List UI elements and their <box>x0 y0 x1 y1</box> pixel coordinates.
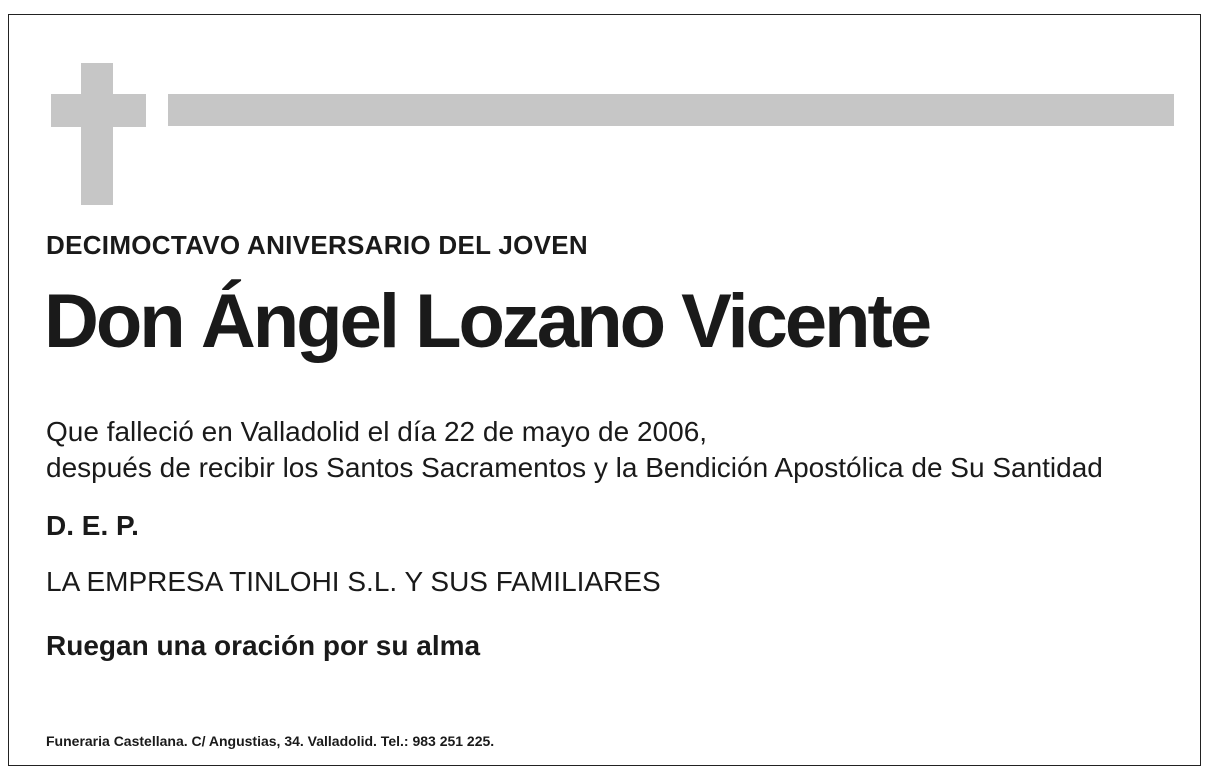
prayer-request: Ruegan una oración por su alma <box>46 630 481 661</box>
anniversary-heading: DECIMOCTAVO ANIVERSARIO DEL JOVEN <box>46 230 588 260</box>
cross-icon-arm <box>51 94 146 127</box>
cross-icon <box>81 63 113 205</box>
header-rule <box>168 94 1174 126</box>
death-details <box>46 414 1103 486</box>
deceased-name: Don Ángel Lozano Vicente <box>44 279 930 364</box>
death-details-line-2: después de recibir los Santos Sacramentos y la Bendición Apostólica de Su Santidad <box>46 452 1103 483</box>
death-details-line-1: Que falleció en Valladolid el día 22 de mayo de 2006, <box>46 416 708 447</box>
mourners-line: LA EMPRESA TINLOHI S.L. Y SUS FAMILIARES <box>46 566 661 597</box>
funeral-home-footer: Funeraria Castellana. C/ Angustias, 34. Valladolid. Tel.: 983 251 225. <box>46 733 495 749</box>
notice-frame <box>8 14 1201 766</box>
rest-in-peace: D. E. P. <box>46 510 139 541</box>
